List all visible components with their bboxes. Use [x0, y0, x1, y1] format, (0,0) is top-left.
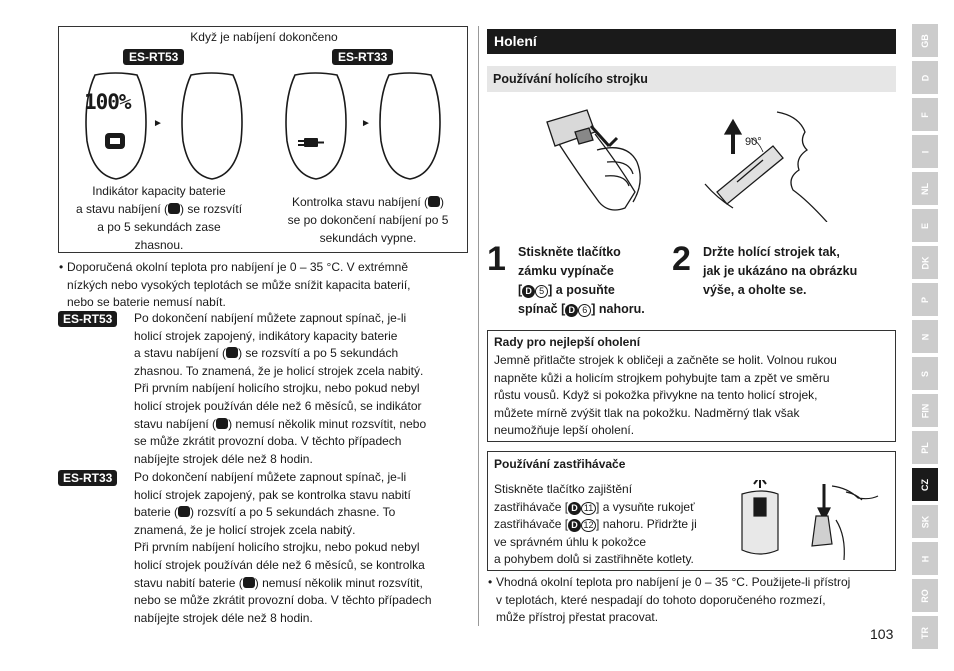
arrow-right-icon: ►: [361, 118, 371, 129]
language-tab-pl[interactable]: [912, 431, 938, 464]
language-tab-label: S: [919, 370, 930, 377]
language-tab-sk[interactable]: [912, 505, 938, 538]
language-tab-h[interactable]: [912, 542, 938, 575]
figure-d-ref: D: [522, 285, 535, 298]
step-1-text: Stiskněte tlačítko zámku vypínače [ D 5 ] a posuňte spínač [ D 6 ] nahoru.: [518, 245, 645, 316]
language-tab-label: SK: [919, 515, 930, 528]
shaving-tips-box: Rady pro nejlepší oholení Jemně přitlačte strojek k obličeji a začněte se holit. Volnou rukou napněte kůži a holicím strojkem pohybujte tam a zpět ve směru růstu vousů. Když si pokožka přivykne na tento holicí strojek, můžete mírně zvýšit tlak na pokožku. Nadměrný tlak však neumožňuje lepší oholení.: [487, 330, 896, 442]
rt53-instructions: ES-RT53 Po dokončení nabíjení můžete zapnout spínač, je-li holicí strojek zapojený, indikátory kapacity baterie a stavu nabíjení ( ) se rozsvítí a po 5 sekundách zhasnou. To znamená, že je holicí strojek zcela nabitý. Při prvním nabíjení holicího strojku, nebo pokud nebyl holicí strojek používán déle než 6 měsíců, se indikátor stavu nabíjení ( ) nemusí několik minut rozsvítit, nebo se může zkrátit provozní doba. V těchto případech nabíjejte strojek déle než 8 hodin.: [58, 310, 473, 468]
figure-d-ref: D: [568, 519, 581, 532]
model-tag-rt53: ES-RT53: [58, 311, 117, 327]
language-tab-cz[interactable]: [912, 468, 938, 501]
battery-percent-display: 100%: [84, 90, 131, 114]
plug-icon: [243, 577, 255, 588]
language-tab-label: NL: [920, 182, 930, 195]
shaver-illustrations: [67, 71, 467, 183]
battery-icon: [168, 203, 180, 214]
battery-icon: [226, 347, 238, 358]
language-tabs: [912, 24, 938, 653]
language-tab-dk[interactable]: [912, 246, 938, 279]
shaver-rt33-off-outline: [380, 73, 440, 179]
language-tab-label: CZ: [920, 478, 930, 491]
language-tab-s[interactable]: [912, 357, 938, 390]
language-tab-label: PL: [919, 441, 930, 454]
language-tab-label: DK: [920, 256, 930, 269]
hand-with-shaver-illustration: [547, 110, 640, 210]
language-tab-label: P: [919, 296, 930, 303]
part-ref-11: 11: [581, 502, 596, 515]
language-tab-gb[interactable]: [912, 24, 938, 57]
trimmer-illustration: [728, 480, 888, 564]
page-number: 103: [870, 626, 894, 642]
language-tab-label: GB: [920, 33, 930, 48]
part-ref-5: 5: [535, 285, 548, 298]
shaver-rt53-on-outline: [86, 73, 146, 179]
language-tab-p[interactable]: [912, 283, 938, 316]
language-tab-label: E: [919, 222, 930, 229]
language-tab-tr[interactable]: [912, 616, 938, 649]
language-tab-label: F: [920, 111, 930, 118]
rt33-instructions: ES-RT33 Po dokončení nabíjení můžete zapnout spínač, je-li holicí strojek zapojený, pak se kontrolka stavu nabití baterie ( ) rozsvítí a po 5 sekundách zhasne. To znamená, že je holicí strojek zcela nabitý. Při prvním nabíjení holicího strojku, nebo pokud nebyl holicí strojek používán déle než 6 měsíců, se kontrolka stavu nabití baterie ( ) nemusí několik minut rozsvítit, nebo se může zkrátit provozní doba. V těchto případech nabíjejte strojek déle než 8 hodin.: [58, 469, 473, 627]
shaver-rt33-on-outline: [286, 73, 346, 179]
face-shaving-illustration: [705, 112, 827, 222]
model-tag-rt33: ES-RT33: [332, 49, 393, 65]
arrow-right-icon: ►: [153, 118, 163, 129]
trimmer-title: Používání zastřihávače: [494, 457, 626, 471]
battery-icon: [216, 418, 228, 429]
step-2-text: Držte holící strojek tak, jak je ukázáno na obrázku výše, a oholte se.: [703, 245, 858, 297]
section-title: Holení: [487, 29, 896, 54]
plug-icon: [428, 196, 440, 207]
language-tab-label: N: [920, 333, 930, 340]
caption-rt53: Indikátor kapacity baterie a stavu nabíjení ( ) se rozsvítí a po 5 sekundách zase zhasnou.: [75, 184, 243, 252]
slide-arrow-icon: [591, 126, 617, 146]
language-tab-nl[interactable]: [912, 172, 938, 205]
figure-d-ref: D: [565, 304, 578, 317]
shaver-rt53-off-outline: [182, 73, 242, 179]
charging-temperature-note: • Doporučená okolní teplota pro nabíjení je 0 – 35 °C. V extrémně nízkých nebo vysokých teplotách se může snížit kapacita baterií, nebo se baterie nemusí nabít.: [59, 260, 411, 310]
language-tab-label: RO: [920, 588, 930, 603]
plug-status-icon: [298, 138, 324, 147]
step-2-number: 2: [672, 240, 691, 278]
language-tab-d[interactable]: [912, 61, 938, 94]
language-tab-i[interactable]: [912, 135, 938, 168]
tips-title: Rady pro nejlepší oholení: [494, 335, 641, 349]
language-tab-fin[interactable]: [912, 394, 938, 427]
language-tab-label: TR: [920, 626, 930, 639]
language-tab-f[interactable]: [912, 98, 938, 131]
usage-temperature-note: • Vhodná okolní teplota pro nabíjení je 0 – 35 °C. Použijete-li přístroj v teplotách, které nespadají do tohoto doporučeného rozmezí, může přístroj přestat pracovat.: [488, 575, 851, 625]
language-tab-e[interactable]: [912, 209, 938, 242]
trimmer-box: Používání zastřihávače Stiskněte tlačítko zajištění zastřihávače [ D 11 ] a vysuňte rukojeť zastřihávače [ D 12 ] nahoru. Přidržte ji ve správném úhlu k pokožce a pohybem dolů si zastřihněte kotlety.: [487, 451, 896, 571]
model-tag-rt33: ES-RT33: [58, 470, 117, 486]
caption-rt33: Kontrolka stavu nabíjení ( ) se po dokončení nabíjení po 5 sekundách vypne.: [287, 195, 449, 245]
charging-box-title: Když je nabíjení dokončeno: [190, 30, 338, 44]
language-tab-label: H: [920, 555, 930, 562]
language-tab-label: I: [919, 150, 930, 153]
language-tab-label: FIN: [920, 403, 930, 418]
charging-complete-box: [58, 26, 468, 253]
subsection-title: Používání holícího strojku: [487, 66, 896, 92]
language-tab-ro[interactable]: [912, 579, 938, 612]
column-divider: [478, 26, 479, 626]
angle-label: 90°: [745, 136, 762, 148]
figure-d-ref: D: [568, 502, 581, 515]
part-ref-6: 6: [578, 304, 591, 317]
part-ref-12: 12: [581, 519, 596, 532]
shaving-illustrations: [537, 102, 867, 222]
language-tab-label: D: [920, 74, 930, 81]
model-tag-rt53: ES-RT53: [123, 49, 184, 65]
step-1-number: 1: [487, 240, 506, 278]
language-tab-n[interactable]: [912, 320, 938, 353]
plug-icon: [178, 506, 190, 517]
